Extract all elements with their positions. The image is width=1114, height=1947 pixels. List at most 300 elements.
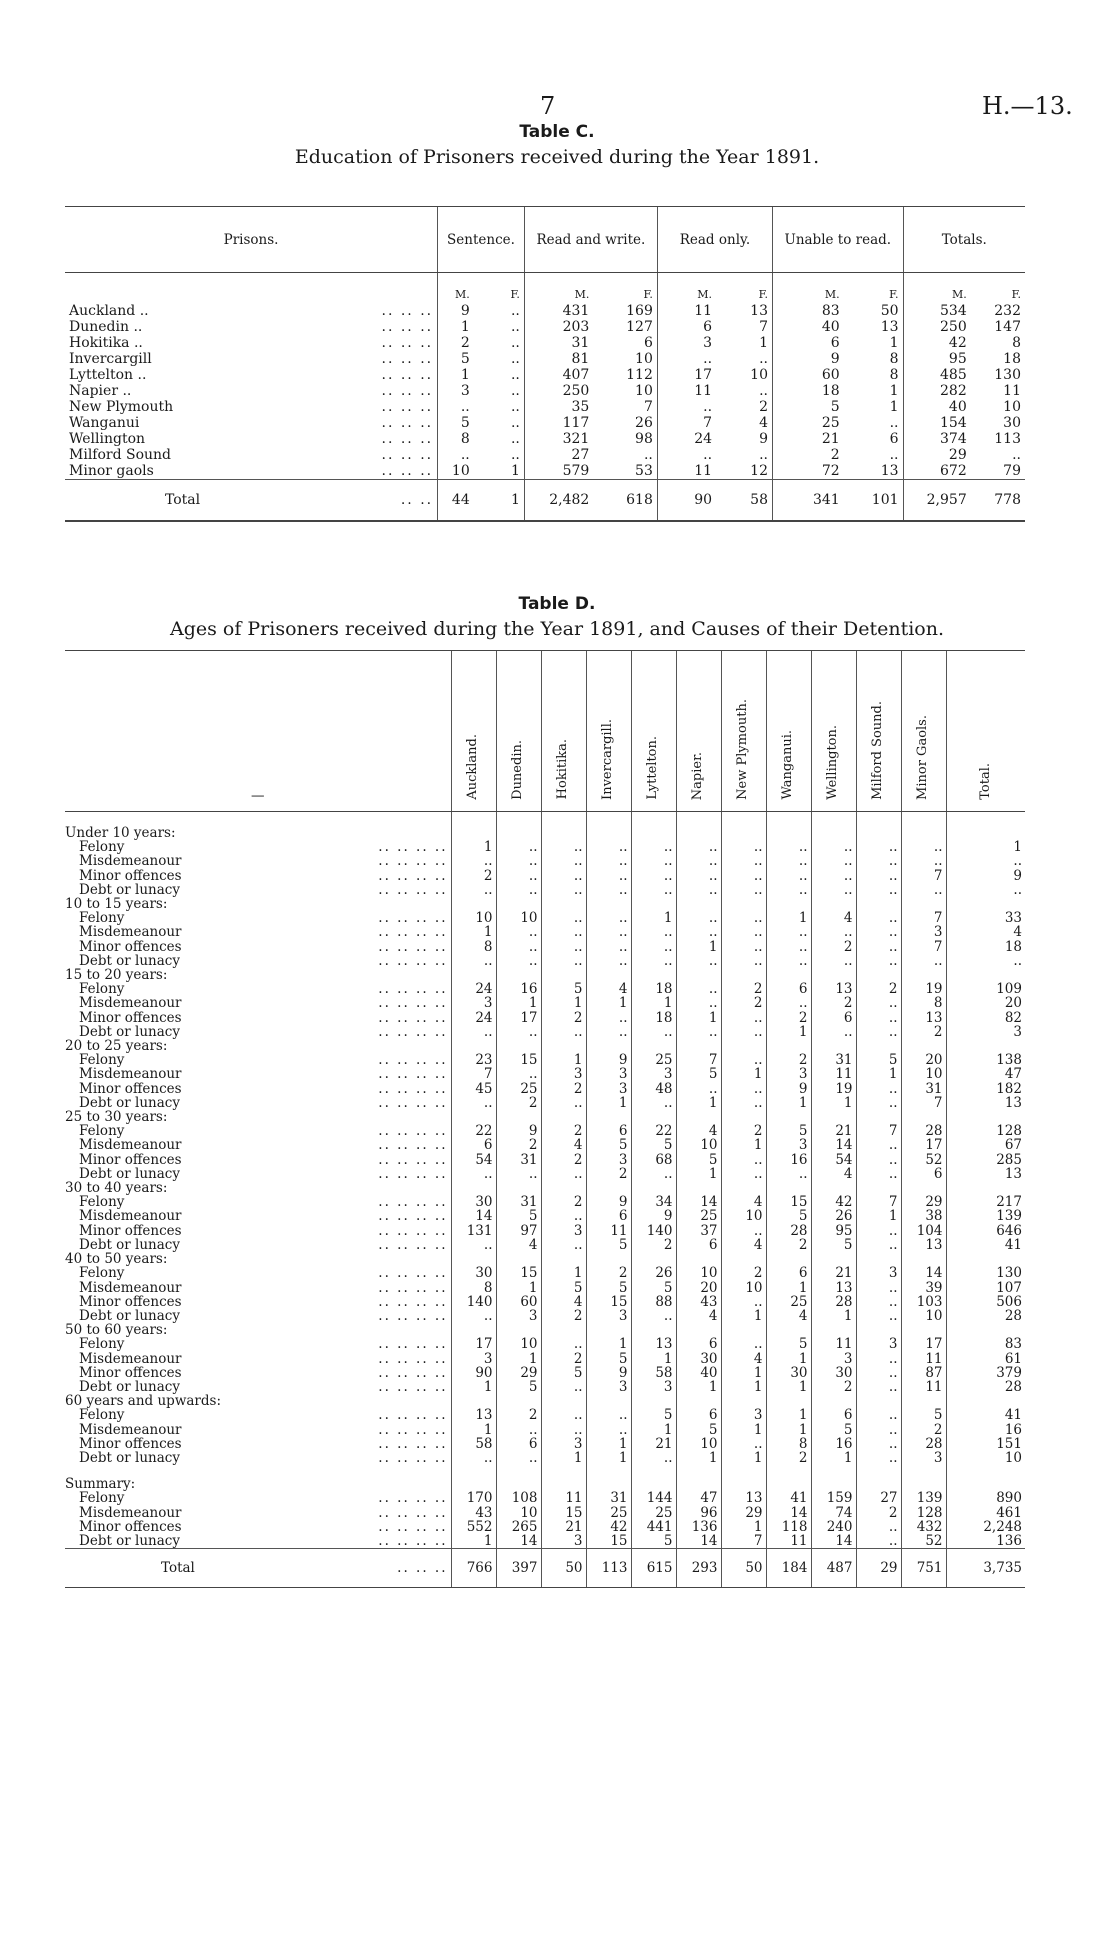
table-cell: 13 bbox=[721, 1491, 766, 1505]
blank-cell bbox=[365, 1323, 451, 1337]
table-cell: .. bbox=[856, 1380, 901, 1394]
table-cell: 67 bbox=[946, 1138, 1025, 1152]
blank-cell bbox=[901, 1039, 946, 1053]
table-cell: .. bbox=[856, 1352, 901, 1366]
table-cell: .. bbox=[586, 869, 631, 883]
table-cell: 2 bbox=[901, 1423, 946, 1437]
table-cell: 3 bbox=[586, 1380, 631, 1394]
blank-cell bbox=[766, 1465, 811, 1491]
table-d-title: Table D. bbox=[518, 594, 596, 614]
table-cell: .. bbox=[451, 1238, 496, 1252]
blank-cell bbox=[946, 968, 1025, 982]
table-cell: .. bbox=[811, 883, 856, 897]
table-cell: 5 bbox=[496, 1380, 541, 1394]
table-cell: 136 bbox=[946, 1534, 1025, 1549]
table-cell: 2 bbox=[773, 447, 844, 463]
table-cell: 82 bbox=[946, 1011, 1025, 1025]
table-cell: .. bbox=[766, 869, 811, 883]
table-cell: 30 bbox=[766, 1366, 811, 1380]
table-cell: .. bbox=[451, 1451, 496, 1465]
table-cell: 3 bbox=[451, 996, 496, 1010]
table-cell: 5 bbox=[676, 1153, 721, 1167]
table-cell: 11 bbox=[1003, 383, 1021, 399]
table-cell: 9 bbox=[759, 431, 768, 447]
table-row bbox=[65, 854, 1025, 868]
table-cell: 5 bbox=[631, 1138, 676, 1152]
male-label: M. bbox=[524, 273, 593, 304]
table-cell: .. bbox=[856, 996, 901, 1010]
blank-cell bbox=[541, 1110, 586, 1124]
total-cell: 184 bbox=[766, 1549, 811, 1588]
table-cell: 83 bbox=[946, 1337, 1025, 1351]
total-cell: 778 bbox=[971, 480, 1025, 522]
cause-label: Minor offences bbox=[79, 1010, 182, 1025]
table-cell: 5 bbox=[586, 1352, 631, 1366]
table-cell: .. bbox=[856, 1238, 901, 1252]
blank-cell bbox=[365, 812, 451, 841]
blank-cell bbox=[631, 1394, 676, 1408]
leader-dots: .. .. .. .. bbox=[378, 1365, 448, 1380]
cause-label: Debt or lunacy bbox=[79, 1308, 180, 1324]
leader-dots: .. .. .. .. bbox=[378, 1209, 448, 1224]
age-group-row bbox=[65, 1465, 1025, 1491]
age-group-row bbox=[65, 812, 1025, 841]
table-cell: .. bbox=[676, 911, 721, 925]
table-cell: 19 bbox=[811, 1082, 856, 1096]
table-cell: 1 bbox=[766, 1380, 811, 1394]
column-header-label: Napier. bbox=[690, 751, 706, 800]
leader-dots: .. .. .. bbox=[381, 431, 434, 447]
table-cell: 5 bbox=[541, 1281, 586, 1295]
table-cell: .. bbox=[541, 1096, 586, 1110]
blank-cell bbox=[811, 968, 856, 982]
male-label: M. bbox=[773, 273, 844, 304]
table-row bbox=[65, 940, 1025, 954]
table-cell: 1 bbox=[721, 1451, 766, 1465]
table-cell: .. bbox=[856, 1138, 901, 1152]
table-cell: 890 bbox=[946, 1491, 1025, 1505]
table-cell: 3 bbox=[766, 1138, 811, 1152]
table-cell: 20 bbox=[946, 996, 1025, 1010]
table-cell: 2 bbox=[541, 1352, 586, 1366]
blank-cell bbox=[365, 897, 451, 911]
table-cell: 18 bbox=[631, 1011, 676, 1025]
total-cell: 341 bbox=[773, 480, 844, 522]
table-cell: .. bbox=[586, 1408, 631, 1422]
table-cell: 2 bbox=[766, 1011, 811, 1025]
leader-dots: .. .. .. .. bbox=[378, 1450, 448, 1466]
table-cell: .. bbox=[856, 1295, 901, 1309]
table-cell: 17 bbox=[901, 1337, 946, 1351]
blank-cell bbox=[721, 1394, 766, 1408]
column-header bbox=[676, 651, 721, 812]
leader-dots: .. .. .. .. bbox=[378, 925, 448, 940]
table-cell: 2 bbox=[541, 1124, 586, 1138]
leader-dots: .. .. .. .. bbox=[378, 1024, 448, 1040]
blank-cell bbox=[721, 1110, 766, 1124]
blank-cell bbox=[586, 1181, 631, 1195]
table-cell: 13 bbox=[901, 1238, 946, 1252]
total-cell: 2,957 bbox=[903, 480, 971, 522]
table-cell: 4 bbox=[766, 1309, 811, 1323]
table-cell: 7 bbox=[721, 1534, 766, 1549]
prison-name: Milford Sound bbox=[69, 447, 172, 463]
table-cell: 1 bbox=[496, 996, 541, 1010]
table-cell: 461 bbox=[946, 1506, 1025, 1520]
table-cell: 203 bbox=[524, 319, 593, 335]
table-cell: 1 bbox=[586, 1337, 631, 1351]
table-cell: 2,248 bbox=[946, 1520, 1025, 1534]
table-cell: 7 bbox=[676, 1053, 721, 1067]
table-cell: 7 bbox=[657, 415, 716, 431]
leader-dots: .. .. .. .. bbox=[378, 1237, 448, 1253]
table-cell: .. bbox=[721, 940, 766, 954]
blank-cell bbox=[901, 1394, 946, 1408]
blank-cell bbox=[541, 968, 586, 982]
cause-label: Felony bbox=[79, 1124, 125, 1139]
cause-label: Felony bbox=[79, 1053, 125, 1068]
blank-cell bbox=[811, 1323, 856, 1337]
table-cell: .. bbox=[541, 954, 586, 968]
blank-cell bbox=[856, 1465, 901, 1491]
table-cell: .. bbox=[721, 1224, 766, 1238]
table-cell: 118 bbox=[766, 1520, 811, 1534]
table-cell: 28 bbox=[766, 1224, 811, 1238]
blank-cell bbox=[676, 1252, 721, 1266]
table-cell: 170 bbox=[451, 1491, 496, 1505]
leader-dots: .. .. .. .. bbox=[378, 1379, 448, 1395]
table-cell: .. bbox=[856, 869, 901, 883]
header-read-only: Read only. bbox=[657, 207, 772, 273]
table-cell: 5 bbox=[541, 982, 586, 996]
table-cell: 1 bbox=[510, 463, 520, 479]
table-cell: 31 bbox=[496, 1153, 541, 1167]
table-row bbox=[65, 1281, 1025, 1295]
female-label: F. bbox=[758, 288, 768, 301]
table-cell: .. bbox=[631, 869, 676, 883]
table-cell: .. bbox=[676, 1082, 721, 1096]
table-cell: 5 bbox=[773, 399, 844, 415]
column-header bbox=[901, 651, 946, 812]
blank-cell bbox=[811, 1110, 856, 1124]
table-cell: 15 bbox=[766, 1195, 811, 1209]
table-cell: .. bbox=[438, 399, 474, 415]
table-row bbox=[65, 1195, 1025, 1209]
table-cell: 2 bbox=[586, 1167, 631, 1181]
blank-cell bbox=[451, 1323, 496, 1337]
table-cell: 2 bbox=[721, 1124, 766, 1138]
column-header-label: Total. bbox=[977, 763, 993, 800]
table-cell: 2 bbox=[766, 1238, 811, 1252]
cause-label: Misdemeanour bbox=[79, 1209, 182, 1224]
table-d bbox=[65, 650, 1025, 1588]
blank-cell bbox=[365, 1039, 451, 1053]
table-cell: .. bbox=[856, 1011, 901, 1025]
table-cell: 1 bbox=[811, 1096, 856, 1110]
table-cell: .. bbox=[856, 940, 901, 954]
table-cell: 31 bbox=[901, 1082, 946, 1096]
table-cell: 6 bbox=[657, 319, 716, 335]
table-cell: 1 bbox=[811, 1309, 856, 1323]
cause-label: Debt or lunacy bbox=[79, 1379, 180, 1395]
table-cell: .. bbox=[901, 954, 946, 968]
table-cell: 11 bbox=[586, 1224, 631, 1238]
table-cell: 431 bbox=[524, 303, 593, 319]
table-cell: 5 bbox=[496, 1209, 541, 1223]
total-cell: 58 bbox=[716, 480, 772, 522]
table-cell: 14 bbox=[451, 1209, 496, 1223]
table-cell: 2 bbox=[856, 1506, 901, 1520]
table-cell: 30 bbox=[676, 1352, 721, 1366]
table-cell: 1 bbox=[946, 840, 1025, 854]
table-cell: 265 bbox=[496, 1520, 541, 1534]
table-cell: .. bbox=[1012, 447, 1021, 463]
table-cell: 2 bbox=[811, 940, 856, 954]
blank-cell bbox=[946, 1323, 1025, 1337]
table-cell: 1 bbox=[631, 1423, 676, 1437]
table-cell: 81 bbox=[524, 351, 593, 367]
table-cell: 7 bbox=[759, 319, 768, 335]
leader-dots: .. .. .. .. bbox=[378, 1408, 448, 1423]
table-cell: 1 bbox=[766, 1408, 811, 1422]
table-cell: .. bbox=[676, 869, 721, 883]
blank-cell bbox=[365, 1252, 451, 1266]
table-cell: .. bbox=[721, 925, 766, 939]
cause-label: Minor offences bbox=[79, 1152, 182, 1167]
table-cell: 7 bbox=[901, 1096, 946, 1110]
cause-label: Misdemeanour bbox=[79, 1280, 182, 1295]
table-cell: 13 bbox=[451, 1408, 496, 1422]
table-cell: .. bbox=[946, 883, 1025, 897]
table-cell: 25 bbox=[586, 1506, 631, 1520]
table-cell: .. bbox=[856, 1423, 901, 1437]
blank-cell bbox=[946, 1394, 1025, 1408]
age-group-row bbox=[65, 968, 1025, 982]
blank-cell bbox=[631, 812, 676, 841]
table-cell: 485 bbox=[903, 367, 971, 383]
prison-name: Minor gaols bbox=[69, 463, 154, 479]
table-cell: 139 bbox=[946, 1209, 1025, 1223]
total-cell: 751 bbox=[901, 1549, 946, 1588]
prison-name: Lyttelton .. bbox=[69, 367, 147, 383]
table-cell: 1 bbox=[856, 1209, 901, 1223]
cause-label: Debt or lunacy bbox=[79, 953, 180, 969]
table-cell: .. bbox=[586, 925, 631, 939]
column-header bbox=[811, 651, 856, 812]
table-row bbox=[65, 1138, 1025, 1152]
table-cell: 6 bbox=[773, 335, 844, 351]
table-cell: .. bbox=[496, 1167, 541, 1181]
total-cell: 293 bbox=[676, 1549, 721, 1588]
table-cell: .. bbox=[856, 1025, 901, 1039]
prison-name: Wellington bbox=[69, 431, 146, 447]
table-row bbox=[65, 1506, 1025, 1520]
blank-cell bbox=[676, 1465, 721, 1491]
table-cell: 4 bbox=[721, 1195, 766, 1209]
leader-dots: .. .. .. .. bbox=[378, 854, 448, 869]
table-cell: 58 bbox=[631, 1366, 676, 1380]
table-cell: .. bbox=[721, 911, 766, 925]
blank-cell bbox=[676, 1039, 721, 1053]
table-cell: 3 bbox=[721, 1408, 766, 1422]
prison-name: Dunedin .. bbox=[69, 319, 143, 335]
table-cell: 10 bbox=[676, 1138, 721, 1152]
blank-cell bbox=[496, 1110, 541, 1124]
total-cell: 397 bbox=[496, 1549, 541, 1588]
leader-dots: .. .. .. .. bbox=[378, 1505, 448, 1520]
table-cell: .. bbox=[438, 447, 474, 463]
table-cell: 3 bbox=[657, 335, 716, 351]
blank-cell bbox=[811, 1465, 856, 1491]
table-cell: .. bbox=[496, 1451, 541, 1465]
table-cell: .. bbox=[541, 911, 586, 925]
leader-dots: .. .. .. .. bbox=[378, 939, 448, 954]
table-cell: 5 bbox=[901, 1408, 946, 1422]
table-cell: 11 bbox=[657, 303, 716, 319]
table-cell: 30 bbox=[1003, 415, 1021, 431]
blank-cell bbox=[766, 1394, 811, 1408]
table-cell: .. bbox=[451, 854, 496, 868]
leader-dots: .. .. .. bbox=[381, 335, 434, 351]
table-cell: .. bbox=[510, 415, 520, 431]
table-cell: 4 bbox=[721, 1352, 766, 1366]
cause-label: Minor offences bbox=[79, 1365, 182, 1380]
table-cell: 1 bbox=[676, 940, 721, 954]
column-header bbox=[766, 651, 811, 812]
table-row bbox=[65, 1096, 1025, 1110]
table-cell: 3 bbox=[586, 1067, 631, 1081]
table-cell: 20 bbox=[676, 1281, 721, 1295]
table-cell: 41 bbox=[766, 1491, 811, 1505]
table-cell: 2 bbox=[631, 1238, 676, 1252]
table-cell: 2 bbox=[811, 1380, 856, 1394]
cause-label: Felony bbox=[79, 840, 125, 855]
blank-cell bbox=[721, 812, 766, 841]
blank-cell bbox=[901, 812, 946, 841]
table-cell: .. bbox=[766, 1167, 811, 1181]
table-row bbox=[65, 1209, 1025, 1223]
leader-dots: .. .. bbox=[370, 480, 438, 522]
table-cell: 113 bbox=[994, 431, 1021, 447]
table-cell: 1 bbox=[541, 1053, 586, 1067]
table-c bbox=[65, 206, 1025, 522]
blank-cell bbox=[901, 1252, 946, 1266]
table-cell: .. bbox=[721, 1337, 766, 1351]
table-cell: .. bbox=[676, 996, 721, 1010]
cause-label: Minor offences bbox=[79, 1436, 182, 1451]
leader-dots: .. .. .. .. bbox=[378, 1124, 448, 1139]
age-group-label: Under 10 years: bbox=[65, 825, 176, 841]
blank-cell bbox=[856, 968, 901, 982]
table-cell: 11 bbox=[541, 1491, 586, 1505]
blank-cell bbox=[811, 1039, 856, 1053]
table-cell: 6 bbox=[496, 1437, 541, 1451]
table-cell: 10 bbox=[750, 367, 768, 383]
leader-dots: .. .. .. .. bbox=[378, 996, 448, 1011]
table-cell: 4 bbox=[721, 1238, 766, 1252]
prison-name: New Plymouth bbox=[69, 399, 174, 415]
table-cell: .. bbox=[657, 351, 716, 367]
table-row bbox=[65, 303, 1025, 319]
table-cell: 2 bbox=[541, 1195, 586, 1209]
table-cell: 97 bbox=[496, 1224, 541, 1238]
table-cell: .. bbox=[856, 925, 901, 939]
blank-cell bbox=[496, 812, 541, 841]
table-cell: 9 bbox=[586, 1053, 631, 1067]
blank-cell bbox=[721, 1252, 766, 1266]
table-c-header-row bbox=[65, 207, 1025, 273]
table-cell: 33 bbox=[946, 911, 1025, 925]
column-header bbox=[496, 651, 541, 812]
cause-label: Debt or lunacy bbox=[79, 1450, 180, 1466]
blank-cell bbox=[721, 1181, 766, 1195]
table-cell: 1 bbox=[759, 335, 768, 351]
table-cell: 5 bbox=[811, 1423, 856, 1437]
blank-cell bbox=[631, 1323, 676, 1337]
table-cell: .. bbox=[889, 415, 899, 431]
leader-dots: .. .. .. bbox=[381, 367, 434, 383]
table-cell: .. bbox=[496, 1423, 541, 1437]
blank-cell bbox=[766, 1252, 811, 1266]
table-cell: 43 bbox=[451, 1506, 496, 1520]
table-row bbox=[65, 1295, 1025, 1309]
table-cell: .. bbox=[541, 925, 586, 939]
table-cell: 10 bbox=[676, 1437, 721, 1451]
table-cell: 3 bbox=[541, 1534, 586, 1549]
table-cell: 5 bbox=[631, 1281, 676, 1295]
cause-label: Felony bbox=[79, 1491, 125, 1506]
table-cell: 10 bbox=[496, 911, 541, 925]
total-label: Total bbox=[65, 1549, 365, 1588]
table-cell: 10 bbox=[946, 1451, 1025, 1465]
male-label: M. bbox=[903, 273, 971, 304]
table-row bbox=[65, 1451, 1025, 1465]
table-cell: .. bbox=[631, 1096, 676, 1110]
column-header-label: Dunedin. bbox=[510, 739, 526, 800]
table-cell: 40 bbox=[676, 1366, 721, 1380]
table-row bbox=[65, 383, 1025, 399]
table-cell: 17 bbox=[657, 367, 716, 383]
blank-cell bbox=[541, 1252, 586, 1266]
table-cell: 27 bbox=[524, 447, 593, 463]
table-cell: .. bbox=[510, 431, 520, 447]
table-cell: 128 bbox=[946, 1124, 1025, 1138]
table-cell: .. bbox=[643, 447, 653, 463]
table-cell: 3 bbox=[541, 1224, 586, 1238]
table-cell: 232 bbox=[994, 303, 1021, 319]
table-cell: 7 bbox=[643, 399, 653, 415]
prison-name: Napier .. bbox=[69, 383, 132, 399]
table-cell: .. bbox=[856, 1408, 901, 1422]
table-cell: .. bbox=[676, 925, 721, 939]
blank-cell bbox=[541, 1323, 586, 1337]
table-cell: 13 bbox=[946, 1167, 1025, 1181]
table-cell: 8 bbox=[438, 431, 474, 447]
table-cell: 2 bbox=[541, 1153, 586, 1167]
table-cell: 5 bbox=[676, 1067, 721, 1081]
blank-cell bbox=[65, 273, 370, 304]
table-cell: 9 bbox=[586, 1366, 631, 1380]
cause-label: Minor offences bbox=[79, 1294, 182, 1309]
table-cell: .. bbox=[510, 367, 520, 383]
table-cell: 25 bbox=[496, 1082, 541, 1096]
blank-cell bbox=[901, 1465, 946, 1491]
cause-label: Felony bbox=[79, 1195, 125, 1210]
table-cell: 23 bbox=[451, 1053, 496, 1067]
table-cell: 11 bbox=[657, 463, 716, 480]
table-cell: 108 bbox=[496, 1491, 541, 1505]
table-cell: .. bbox=[586, 1011, 631, 1025]
